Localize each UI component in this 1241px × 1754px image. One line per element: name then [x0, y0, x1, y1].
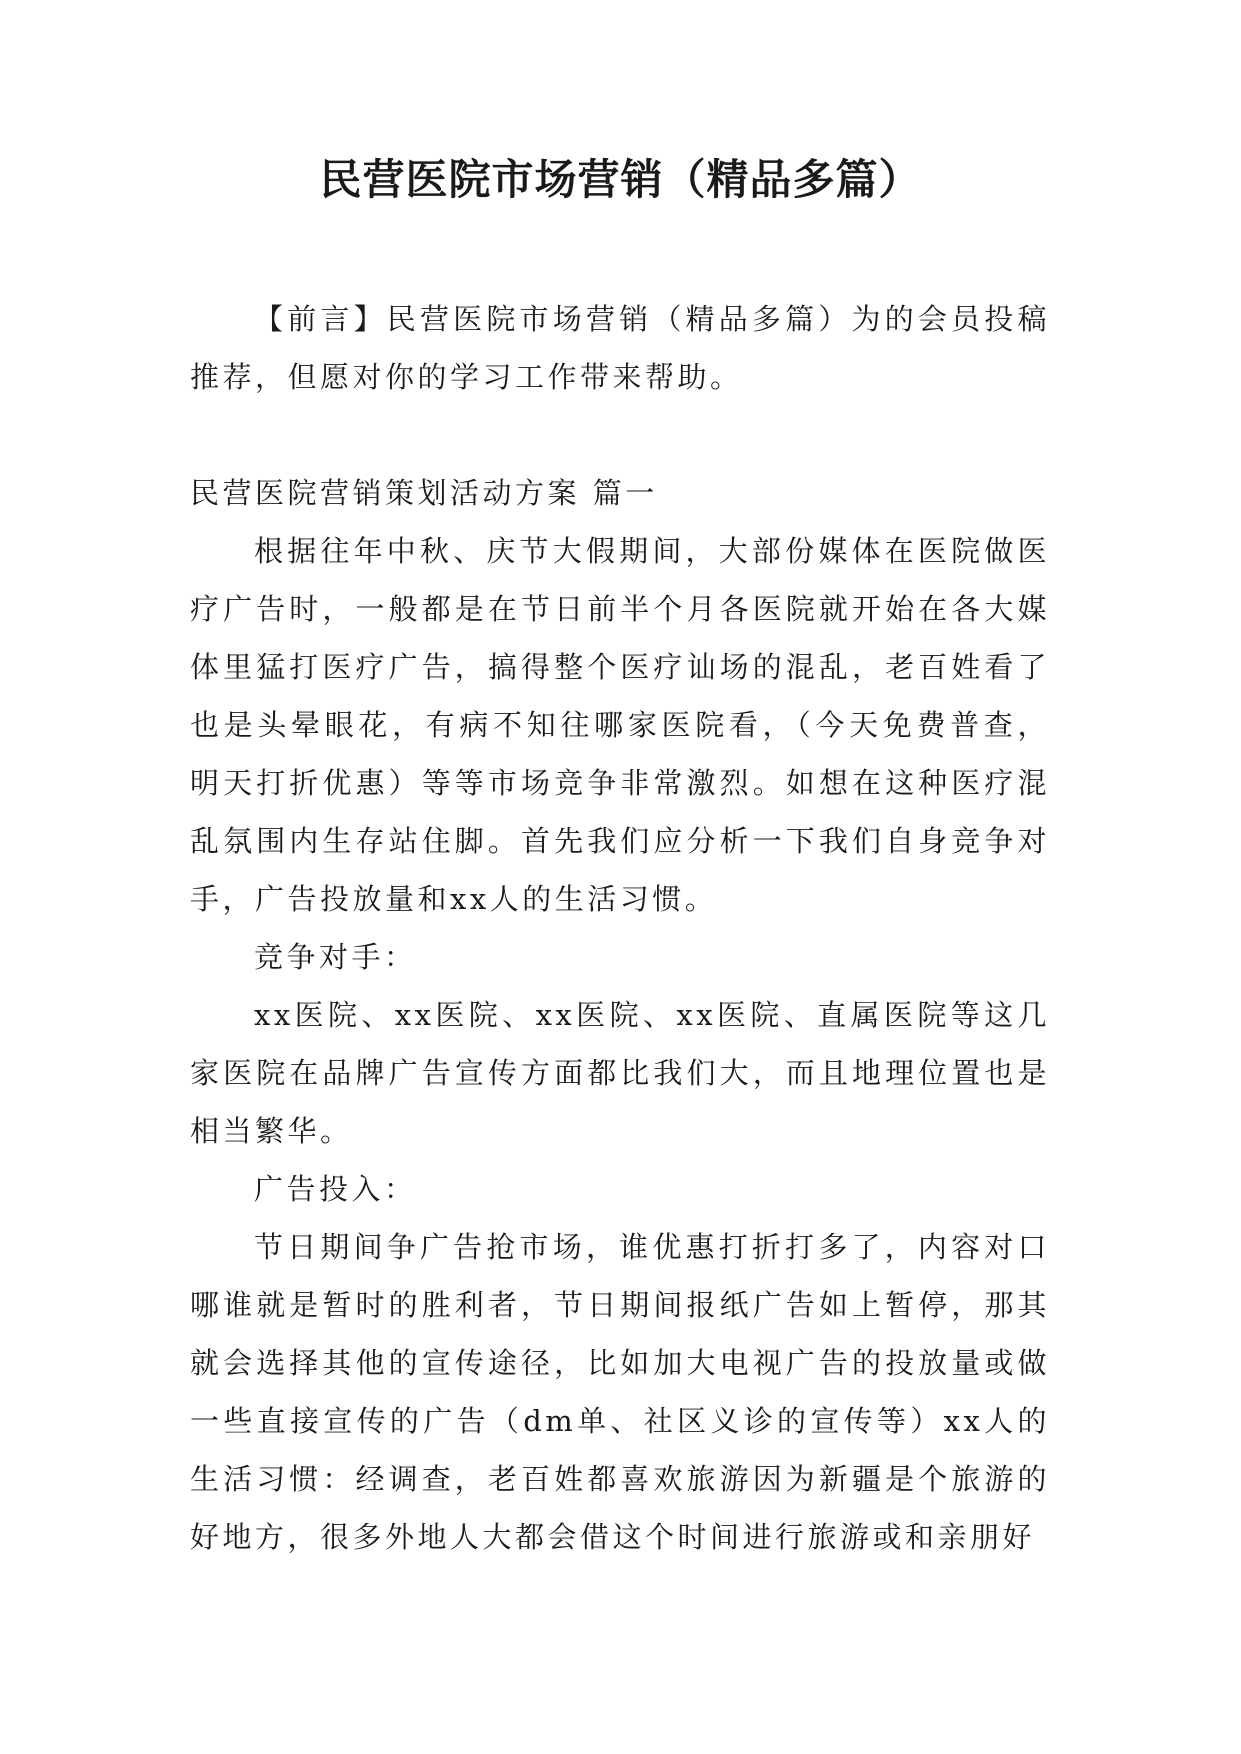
- body-paragraph: 竞争对手：: [254, 940, 417, 974]
- body-paragraph: xx医院、xx医院、xx医院、xx医院、直属医院等这几家医院在品牌广告宣传方面都比我们大，而且地理位置也是相当繁华。: [190, 998, 1050, 1148]
- preface-paragraph: 【前言】民营医院市场营销（精品多篇）为的会员投稿推荐，但愿对你的学习工作带来帮助。: [190, 302, 1050, 394]
- document-title: 民营医院市场营销（精品多篇）: [319, 155, 922, 204]
- document-body: [190, 290, 1050, 1566]
- body-paragraph: 根据往年中秋、庆节大假期间，大部份媒体在医院做医疗广告时，一般都是在节日前半个月各医院就开始在各大媒体里猛打医疗广告，搞得整个医疗讪场的混乱，老百姓看了也是头晕眼花，有病不知往哪家医院看，（今天免费普查，明天打折优惠）等等市场竞争非常激烈。如想在这种医疗混乱氛围内生存站住脚。首先我们应分析一下我们自身竞争对手，广告投放量和xx人的生活习惯。: [190, 534, 1050, 916]
- section-heading: 民营医院营销策划活动方案 篇一: [190, 476, 658, 510]
- body-paragraph: 广告投入：: [254, 1172, 417, 1206]
- body-paragraph: 节日期间争广告抢市场，谁优惠打折打多了，内容对口哪谁就是暂时的胜利者，节日期间报纸广告如上暂停，那其就会选择其他的宣传途径，比如加大电视广告的投放量或做一些直接宣传的广告（dm单、社区义诊的宣传等）xx人的生活习惯：经调查，老百姓都喜欢旅游因为新疆是个旅游的好地方，很多外地人大都会借这个时间进行旅游或和亲朋好: [190, 1230, 1050, 1554]
